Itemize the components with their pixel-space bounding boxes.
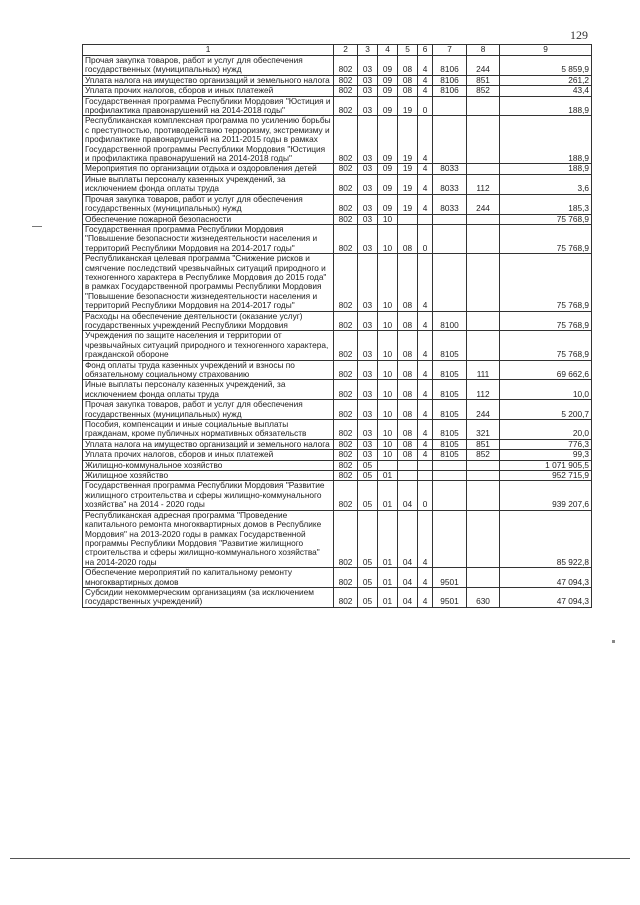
- row-value-cell: [418, 214, 433, 224]
- row-value-cell: 19: [398, 174, 418, 194]
- row-value-cell: [467, 254, 500, 311]
- row-value-cell: 03: [358, 331, 378, 360]
- row-value-cell: 852: [467, 450, 500, 460]
- row-value-cell: 8105: [433, 400, 467, 420]
- row-value-cell: 851: [467, 439, 500, 449]
- table-row: [83, 224, 592, 253]
- row-value-cell: [467, 471, 500, 481]
- row-value-cell: 802: [334, 471, 358, 481]
- row-value-cell: 8106: [433, 86, 467, 96]
- table-row: [83, 96, 592, 116]
- row-value-cell: 19: [398, 164, 418, 174]
- row-value-cell: [467, 568, 500, 588]
- row-name-cell: Обеспечение мероприятий по капитальному ремонту многоквартирных домов: [83, 568, 334, 588]
- row-value-cell: [398, 471, 418, 481]
- row-value-cell: 08: [398, 86, 418, 96]
- row-value-cell: [433, 471, 467, 481]
- row-value-cell: 4: [418, 254, 433, 311]
- row-value-cell: 8105: [433, 380, 467, 400]
- row-value-cell: 05: [358, 460, 378, 470]
- row-value-cell: 8106: [433, 75, 467, 85]
- row-value-cell: 03: [358, 75, 378, 85]
- row-value-cell: 4: [418, 450, 433, 460]
- row-value-cell: 802: [334, 174, 358, 194]
- row-value-cell: 9501: [433, 587, 467, 607]
- row-value-cell: 244: [467, 194, 500, 214]
- row-value-cell: 802: [334, 360, 358, 380]
- table-row: [83, 214, 592, 224]
- row-value-cell: 01: [378, 481, 398, 510]
- table-header: [83, 45, 592, 56]
- table-row: [83, 174, 592, 194]
- row-value-cell: 04: [398, 510, 418, 567]
- row-value-cell: 10: [378, 439, 398, 449]
- row-name-cell: Прочая закупка товаров, работ и услуг для обеспечения государственных (муниципальных) нужд: [83, 400, 334, 420]
- row-value-cell: 802: [334, 116, 358, 164]
- row-value-cell: 99,3: [500, 450, 592, 460]
- row-value-cell: 802: [334, 481, 358, 510]
- row-value-cell: 8033: [433, 194, 467, 214]
- row-value-cell: 09: [378, 75, 398, 85]
- row-value-cell: 05: [358, 568, 378, 588]
- row-value-cell: 4: [418, 56, 433, 76]
- row-value-cell: [378, 460, 398, 470]
- row-value-cell: 09: [378, 194, 398, 214]
- row-value-cell: 03: [358, 439, 378, 449]
- row-value-cell: 08: [398, 56, 418, 76]
- row-value-cell: 03: [358, 224, 378, 253]
- row-value-cell: 112: [467, 174, 500, 194]
- row-value-cell: 03: [358, 164, 378, 174]
- row-value-cell: 03: [358, 311, 378, 331]
- table-row: [83, 56, 592, 76]
- row-value-cell: 10: [378, 360, 398, 380]
- row-value-cell: 802: [334, 331, 358, 360]
- margin-mark: [32, 226, 42, 227]
- table-row: [83, 510, 592, 567]
- row-value-cell: 802: [334, 86, 358, 96]
- row-value-cell: 03: [358, 86, 378, 96]
- row-value-cell: 10,0: [500, 380, 592, 400]
- page-number: 129: [570, 28, 588, 42]
- row-name-cell: Обеспечение пожарной безопасности: [83, 214, 334, 224]
- table-row: [83, 460, 592, 470]
- row-value-cell: 47 094,3: [500, 568, 592, 588]
- row-value-cell: 01: [378, 510, 398, 567]
- budget-table: [82, 44, 592, 608]
- row-value-cell: [433, 481, 467, 510]
- row-value-cell: 75 768,9: [500, 331, 592, 360]
- row-value-cell: 188,9: [500, 96, 592, 116]
- row-value-cell: 05: [358, 471, 378, 481]
- row-value-cell: 4: [418, 75, 433, 85]
- table-body: [83, 56, 592, 608]
- table-row: [83, 331, 592, 360]
- row-value-cell: 10: [378, 400, 398, 420]
- row-value-cell: [467, 311, 500, 331]
- table-row: [83, 380, 592, 400]
- row-value-cell: 08: [398, 439, 418, 449]
- row-name-cell: Государственная программа Республики Мордовия "Юстиция и профилактика правонарушений на 2014-2018 годы": [83, 96, 334, 116]
- row-value-cell: 185,3: [500, 194, 592, 214]
- row-value-cell: 4: [418, 360, 433, 380]
- row-value-cell: 10: [378, 450, 398, 460]
- table-row: [83, 481, 592, 510]
- row-value-cell: 05: [358, 587, 378, 607]
- row-value-cell: 802: [334, 254, 358, 311]
- table-row: [83, 194, 592, 214]
- row-value-cell: [398, 214, 418, 224]
- table-row: [83, 360, 592, 380]
- row-value-cell: 08: [398, 400, 418, 420]
- row-value-cell: 802: [334, 439, 358, 449]
- row-value-cell: 03: [358, 360, 378, 380]
- row-value-cell: 4: [418, 86, 433, 96]
- row-value-cell: 802: [334, 510, 358, 567]
- row-value-cell: 776,3: [500, 439, 592, 449]
- row-value-cell: 4: [418, 164, 433, 174]
- table-row: [83, 420, 592, 440]
- row-value-cell: 01: [378, 587, 398, 607]
- row-value-cell: 802: [334, 450, 358, 460]
- column-header: 5: [398, 45, 418, 56]
- column-header: 4: [378, 45, 398, 56]
- row-value-cell: 8106: [433, 56, 467, 76]
- row-value-cell: 08: [398, 224, 418, 253]
- row-value-cell: 802: [334, 164, 358, 174]
- table-row: [83, 471, 592, 481]
- row-value-cell: 19: [398, 96, 418, 116]
- row-value-cell: 20,0: [500, 420, 592, 440]
- row-value-cell: 5 859,9: [500, 56, 592, 76]
- row-value-cell: 802: [334, 96, 358, 116]
- row-value-cell: 852: [467, 86, 500, 96]
- table-row: [83, 164, 592, 174]
- row-value-cell: 03: [358, 420, 378, 440]
- row-value-cell: [433, 96, 467, 116]
- row-value-cell: 10: [378, 254, 398, 311]
- row-value-cell: 0: [418, 481, 433, 510]
- column-header: 7: [433, 45, 467, 56]
- row-value-cell: 4: [418, 311, 433, 331]
- row-value-cell: 802: [334, 400, 358, 420]
- row-value-cell: 321: [467, 420, 500, 440]
- column-header: 3: [358, 45, 378, 56]
- row-name-cell: Мероприятия по организации отдыха и оздоровления детей: [83, 164, 334, 174]
- row-value-cell: 802: [334, 380, 358, 400]
- row-name-cell: Субсидии некоммерческим организациям (за исключением государственных учреждений): [83, 587, 334, 607]
- row-value-cell: 4: [418, 587, 433, 607]
- row-name-cell: Иные выплаты персоналу казенных учреждений, за исключением фонда оплаты труда: [83, 174, 334, 194]
- row-value-cell: 802: [334, 214, 358, 224]
- row-value-cell: 3,6: [500, 174, 592, 194]
- row-value-cell: 01: [378, 471, 398, 481]
- column-header: 2: [334, 45, 358, 56]
- row-value-cell: 630: [467, 587, 500, 607]
- row-value-cell: 03: [358, 380, 378, 400]
- table-row: [83, 75, 592, 85]
- row-value-cell: 4: [418, 439, 433, 449]
- row-value-cell: [418, 460, 433, 470]
- bottom-rule: [10, 858, 630, 859]
- row-name-cell: Республиканская адресная программа "Проведение капитального ремонта многоквартирных домов в Республике Мордовия" на 2013-2020 годы в рамках Государственной программы Республики Мордовия "Развитие жилищного строительства и сферы жилищно-коммунального хозяйства" на 2014-2020 годы: [83, 510, 334, 567]
- table-row: [83, 86, 592, 96]
- row-value-cell: 802: [334, 75, 358, 85]
- row-value-cell: 09: [378, 164, 398, 174]
- row-value-cell: [467, 331, 500, 360]
- row-value-cell: 19: [398, 194, 418, 214]
- row-value-cell: 8100: [433, 311, 467, 331]
- row-name-cell: Уплата прочих налогов, сборов и иных платежей: [83, 86, 334, 96]
- row-value-cell: 85 922,8: [500, 510, 592, 567]
- row-value-cell: 8105: [433, 439, 467, 449]
- table-row: [83, 439, 592, 449]
- row-value-cell: 01: [378, 568, 398, 588]
- row-name-cell: Уплата прочих налогов, сборов и иных платежей: [83, 450, 334, 460]
- column-header: 6: [418, 45, 433, 56]
- row-value-cell: [433, 254, 467, 311]
- table-row: [83, 116, 592, 164]
- row-value-cell: 4: [418, 400, 433, 420]
- row-value-cell: [467, 510, 500, 567]
- row-value-cell: 802: [334, 224, 358, 253]
- row-name-cell: Фонд оплаты труда казенных учреждений и взносы по обязательному социальному страхованию: [83, 360, 334, 380]
- row-value-cell: [467, 116, 500, 164]
- row-value-cell: 4: [418, 116, 433, 164]
- row-value-cell: 19: [398, 116, 418, 164]
- row-value-cell: [433, 510, 467, 567]
- row-value-cell: 4: [418, 420, 433, 440]
- row-value-cell: 75 768,9: [500, 224, 592, 253]
- row-value-cell: 03: [358, 400, 378, 420]
- row-value-cell: 939 207,6: [500, 481, 592, 510]
- row-value-cell: 4: [418, 510, 433, 567]
- row-value-cell: 03: [358, 116, 378, 164]
- scan-speck: [612, 640, 615, 643]
- row-value-cell: 244: [467, 400, 500, 420]
- row-value-cell: 03: [358, 96, 378, 116]
- row-value-cell: 802: [334, 460, 358, 470]
- row-value-cell: 75 768,9: [500, 311, 592, 331]
- row-value-cell: 08: [398, 331, 418, 360]
- row-name-cell: Республиканская комплексная программа по усилению борьбы с преступностью, противодействию терроризму, экстремизму и профилактике правонарушений на 2011-2015 годы в рамках Государственной программы Республики Мордовия "Юстиция и профилактика правонарушений на 2014-2018 годы": [83, 116, 334, 164]
- row-value-cell: 75 768,9: [500, 254, 592, 311]
- row-value-cell: 4: [418, 568, 433, 588]
- row-value-cell: 08: [398, 254, 418, 311]
- table-row: [83, 568, 592, 588]
- row-value-cell: 03: [358, 450, 378, 460]
- row-value-cell: 802: [334, 568, 358, 588]
- row-value-cell: [433, 460, 467, 470]
- row-value-cell: 8105: [433, 450, 467, 460]
- row-name-cell: Иные выплаты персоналу казенных учреждений, за исключением фонда оплаты труда: [83, 380, 334, 400]
- row-value-cell: [467, 164, 500, 174]
- row-value-cell: 10: [378, 420, 398, 440]
- row-value-cell: 802: [334, 420, 358, 440]
- row-name-cell: Государственная программа Республики Мордовия "Повышение безопасности жизнедеятельности населения и территорий Республики Мордовия на 2014-2017 годы": [83, 224, 334, 253]
- row-value-cell: 08: [398, 311, 418, 331]
- row-value-cell: 0: [418, 96, 433, 116]
- row-value-cell: 188,9: [500, 116, 592, 164]
- row-value-cell: 04: [398, 481, 418, 510]
- row-value-cell: 09: [378, 56, 398, 76]
- row-value-cell: 09: [378, 174, 398, 194]
- row-value-cell: 04: [398, 587, 418, 607]
- row-name-cell: Жилищное хозяйство: [83, 471, 334, 481]
- row-value-cell: 4: [418, 380, 433, 400]
- row-value-cell: 03: [358, 194, 378, 214]
- row-value-cell: 261,2: [500, 75, 592, 85]
- row-value-cell: 9501: [433, 568, 467, 588]
- row-value-cell: 43,4: [500, 86, 592, 96]
- row-value-cell: 802: [334, 587, 358, 607]
- row-value-cell: [398, 460, 418, 470]
- column-header: 8: [467, 45, 500, 56]
- row-name-cell: Жилищно-коммунальное хозяйство: [83, 460, 334, 470]
- row-value-cell: 8033: [433, 164, 467, 174]
- column-header: 9: [500, 45, 592, 56]
- row-value-cell: 08: [398, 380, 418, 400]
- table-row: [83, 587, 592, 607]
- row-value-cell: 4: [418, 174, 433, 194]
- row-value-cell: 4: [418, 331, 433, 360]
- row-value-cell: [467, 214, 500, 224]
- row-value-cell: 09: [378, 116, 398, 164]
- row-name-cell: Расходы на обеспечение деятельности (оказание услуг) государственных учреждений Республики Мордовия: [83, 311, 334, 331]
- row-value-cell: 5 200,7: [500, 400, 592, 420]
- row-name-cell: Учреждения по защите населения и территории от чрезвычайных ситуаций природного и техногенного характера, гражданской обороне: [83, 331, 334, 360]
- row-value-cell: 75 768,9: [500, 214, 592, 224]
- row-value-cell: 802: [334, 194, 358, 214]
- row-value-cell: 8105: [433, 331, 467, 360]
- row-value-cell: 802: [334, 311, 358, 331]
- table-row: [83, 400, 592, 420]
- row-name-cell: Уплата налога на имущество организаций и земельного налога: [83, 75, 334, 85]
- row-value-cell: [467, 96, 500, 116]
- table-row: [83, 254, 592, 311]
- row-value-cell: 112: [467, 380, 500, 400]
- table-row: [83, 311, 592, 331]
- row-name-cell: Республиканская целевая программа "Снижение рисков и смягчение последствий чрезвычайных ситуаций природного и техногенного характера в Республике Мордовия до 2015 года" в рамках Государственной программы Республики Мордовия "Повышение безопасности жизнедеятельности населения и территорий Республики Мордовия на 2014-2017 годы": [83, 254, 334, 311]
- row-value-cell: 69 662,6: [500, 360, 592, 380]
- row-value-cell: 03: [358, 174, 378, 194]
- row-value-cell: 08: [398, 360, 418, 380]
- row-value-cell: 10: [378, 311, 398, 331]
- row-name-cell: Прочая закупка товаров, работ и услуг для обеспечения государственных (муниципальных) нужд: [83, 194, 334, 214]
- row-value-cell: 47 094,3: [500, 587, 592, 607]
- row-value-cell: [467, 460, 500, 470]
- row-value-cell: 1 071 905,5: [500, 460, 592, 470]
- row-value-cell: 244: [467, 56, 500, 76]
- row-value-cell: 8105: [433, 360, 467, 380]
- row-value-cell: 05: [358, 510, 378, 567]
- row-value-cell: 10: [378, 331, 398, 360]
- row-value-cell: 851: [467, 75, 500, 85]
- row-value-cell: 10: [378, 214, 398, 224]
- row-value-cell: 08: [398, 75, 418, 85]
- row-value-cell: 05: [358, 481, 378, 510]
- row-value-cell: [433, 116, 467, 164]
- row-value-cell: 04: [398, 568, 418, 588]
- row-value-cell: 10: [378, 380, 398, 400]
- row-value-cell: 03: [358, 56, 378, 76]
- row-value-cell: 188,9: [500, 164, 592, 174]
- row-name-cell: Уплата налога на имущество организаций и земельного налога: [83, 439, 334, 449]
- row-value-cell: 8105: [433, 420, 467, 440]
- row-value-cell: 4: [418, 194, 433, 214]
- row-value-cell: [433, 224, 467, 253]
- row-value-cell: 08: [398, 450, 418, 460]
- row-value-cell: 111: [467, 360, 500, 380]
- row-value-cell: 03: [358, 254, 378, 311]
- table-row: [83, 450, 592, 460]
- row-value-cell: 09: [378, 86, 398, 96]
- row-value-cell: 8033: [433, 174, 467, 194]
- column-header: 1: [83, 45, 334, 56]
- row-value-cell: 08: [398, 420, 418, 440]
- row-value-cell: [418, 471, 433, 481]
- row-value-cell: [467, 224, 500, 253]
- row-name-cell: Прочая закупка товаров, работ и услуг для обеспечения государственных (муниципальных) нужд: [83, 56, 334, 76]
- row-name-cell: Пособия, компенсации и иные социальные выплаты гражданам, кроме публичных нормативных обязательств: [83, 420, 334, 440]
- row-name-cell: Государственная программа Республики Мордовия "Развитие жилищного строительства и сферы жилищно-коммунального хозяйства" на 2014 - 2020 годы: [83, 481, 334, 510]
- row-value-cell: 952 715,9: [500, 471, 592, 481]
- row-value-cell: [467, 481, 500, 510]
- row-value-cell: 09: [378, 96, 398, 116]
- row-value-cell: 0: [418, 224, 433, 253]
- row-value-cell: 03: [358, 214, 378, 224]
- row-value-cell: [433, 214, 467, 224]
- row-value-cell: 10: [378, 224, 398, 253]
- row-value-cell: 802: [334, 56, 358, 76]
